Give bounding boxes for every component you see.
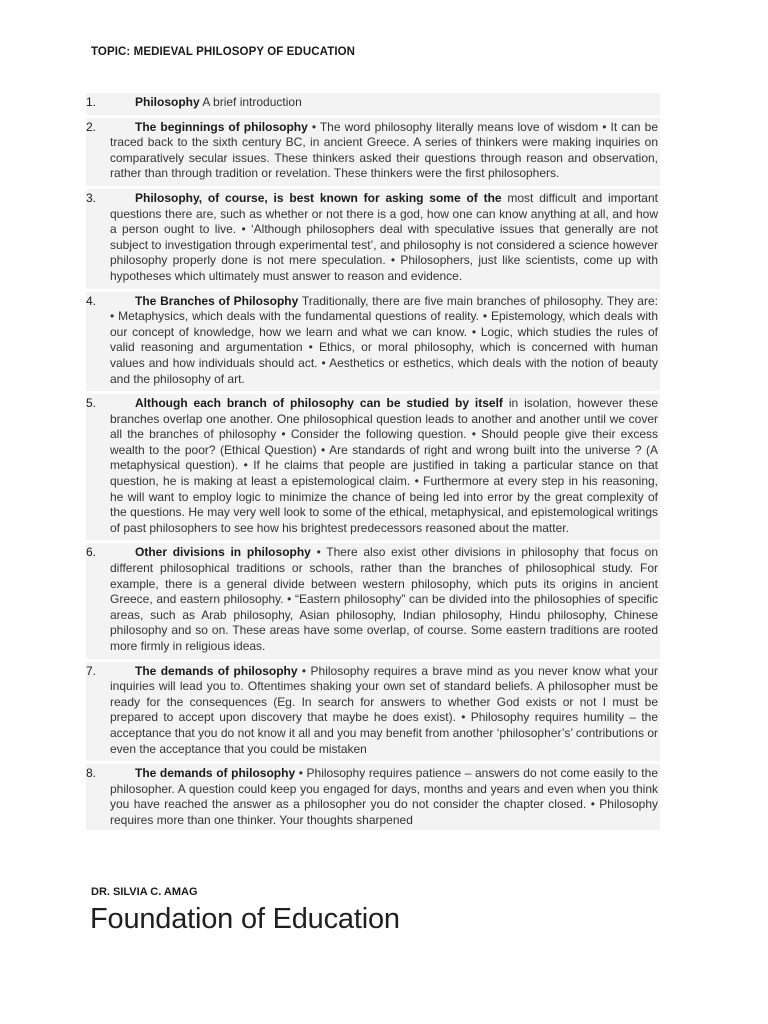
item-heading: The Branches of Philosophy xyxy=(135,293,299,308)
list-item xyxy=(86,292,660,392)
item-body: in isolation, however these branches overlap one another. One philosophical question leads to another and another until we cover all the branches of philosophy • Consider the following question. • Should people give their excess wealth to the poor? (Ethical Question) • Are standards of right and wrong built into the universe ? (A metaphysical question). • If he claims that people are justified in taking a particular stance on that question, he is making at least a epistemological claim. • Furthermore at every step in his reasoning, he will want to employ logic to minimize the chance of being led into error by the great complexity of the questions. He may very well look to some of the ethical, metaphysical, and epistemological writings of past philosophers to see how his brightest predecessors reasoned about the matter. xyxy=(110,396,658,535)
item-body: • There also exist other divisions in philosophy that focus on different philosophical traditions or schools, rather than the branches of philosophical study. For example, there is a general divide between western philosophy, which puts its origins in ancient Greece, and eastern philosophy. • “Eastern philosophy” can be divided into the philosophies of specific areas, such as Arab philosophy, Asian philosophy, Indian philosophy, Hindu philosophy, Chinese philosophy and so on. These areas have some overlap, of course. Some eastern traditions are rooted more firmly in religious ideas. xyxy=(110,545,658,653)
item-heading: The demands of philosophy xyxy=(135,663,298,678)
item-number: 5. xyxy=(86,396,97,411)
item-number: 6. xyxy=(86,545,97,560)
item-heading: The beginnings of philosophy xyxy=(135,119,308,134)
list-item xyxy=(86,543,660,658)
list-item xyxy=(86,394,660,540)
item-body: • The word philosophy literally means love of wisdom • It can be traced back to the sixth century BC, in ancient Greece. A series of thinkers were making inquiries on comparatively secular issues. These thinkers asked their questions through reason and observation, rather than through tradition or revelation. These thinkers were the first philosophers. xyxy=(110,119,658,181)
item-body: • Philosophy requires a brave mind as you never know what your inquiries will lead you to. Oftentimes shaking your own set of standard beliefs. A philosopher must be ready for the consequences (Eg. In search for answers to whether God exists or not I must be prepared to accept upon discovery that maybe he does exist). • Philosophy requires humility – the acceptance that you do not know it all and you may benefit from another ‘philosopher’s’ contributions or even the acceptance that you could be mistaken xyxy=(110,663,658,756)
item-heading: Although each branch of philosophy can be studied by itself xyxy=(135,396,503,411)
item-heading: Philosophy xyxy=(135,95,200,109)
item-number: 8. xyxy=(86,766,97,781)
item-number: 1. xyxy=(86,95,97,109)
item-number: 4. xyxy=(86,293,97,308)
item-body: most difficult and important questions there are, such as whether or not there is a god, how one can know anything at all, and how a person ought to live. • ‘Although philosophers deal with speculative issues that generally are not subject to investigation through experimental test’, and philosophy is not considered a science however philosophy properly done is not mere speculation. • Philosophers, just like scientists, come up with hypotheses which ultimately must answer to reason and evidence. xyxy=(110,190,658,283)
course-title: Foundation of Education xyxy=(90,903,400,935)
item-number: 3. xyxy=(86,190,97,205)
item-body: Traditionally, there are five main branches of philosophy. They are: • Metaphysics, which deals with the fundamental questions of reality. • Epistemology, which deals with our concept of knowledge, how we learn and what we can know. • Logic, which studies the rules of valid reasoning and argumentation • Ethics, or moral philosophy, which is concerned with human values and how individuals should act. • Aesthetics or esthetics, which deals with the notion of beauty and the philosophy of art. xyxy=(110,293,658,386)
item-heading: Philosophy, of course, is best known for asking some of the xyxy=(135,190,502,205)
item-heading: Other divisions in philosophy xyxy=(135,545,311,560)
item-number: 7. xyxy=(86,663,97,678)
list-item xyxy=(86,118,660,186)
item-body: A brief introduction xyxy=(199,95,302,109)
item-number: 2. xyxy=(86,119,97,134)
topic-header: TOPIC: MEDIEVAL PHILOSOPY OF EDUCATION xyxy=(91,46,356,58)
list-item xyxy=(86,662,660,762)
author-name: DR. SILVIA C. AMAG xyxy=(91,886,198,898)
outline-list xyxy=(86,93,660,833)
list-item xyxy=(86,93,660,115)
list-item xyxy=(86,189,660,289)
item-body: • Philosophy requires patience – answers do not come easily to the philosopher. A question could keep you engaged for days, months and years and even when you think you have reached the answer as a philosopher you do not consider the chapter closed. • Philosophy requires more than one thinker. Your thoughts sharpened xyxy=(110,766,658,827)
list-item xyxy=(86,764,660,830)
item-heading: The demands of philosophy xyxy=(135,766,296,781)
